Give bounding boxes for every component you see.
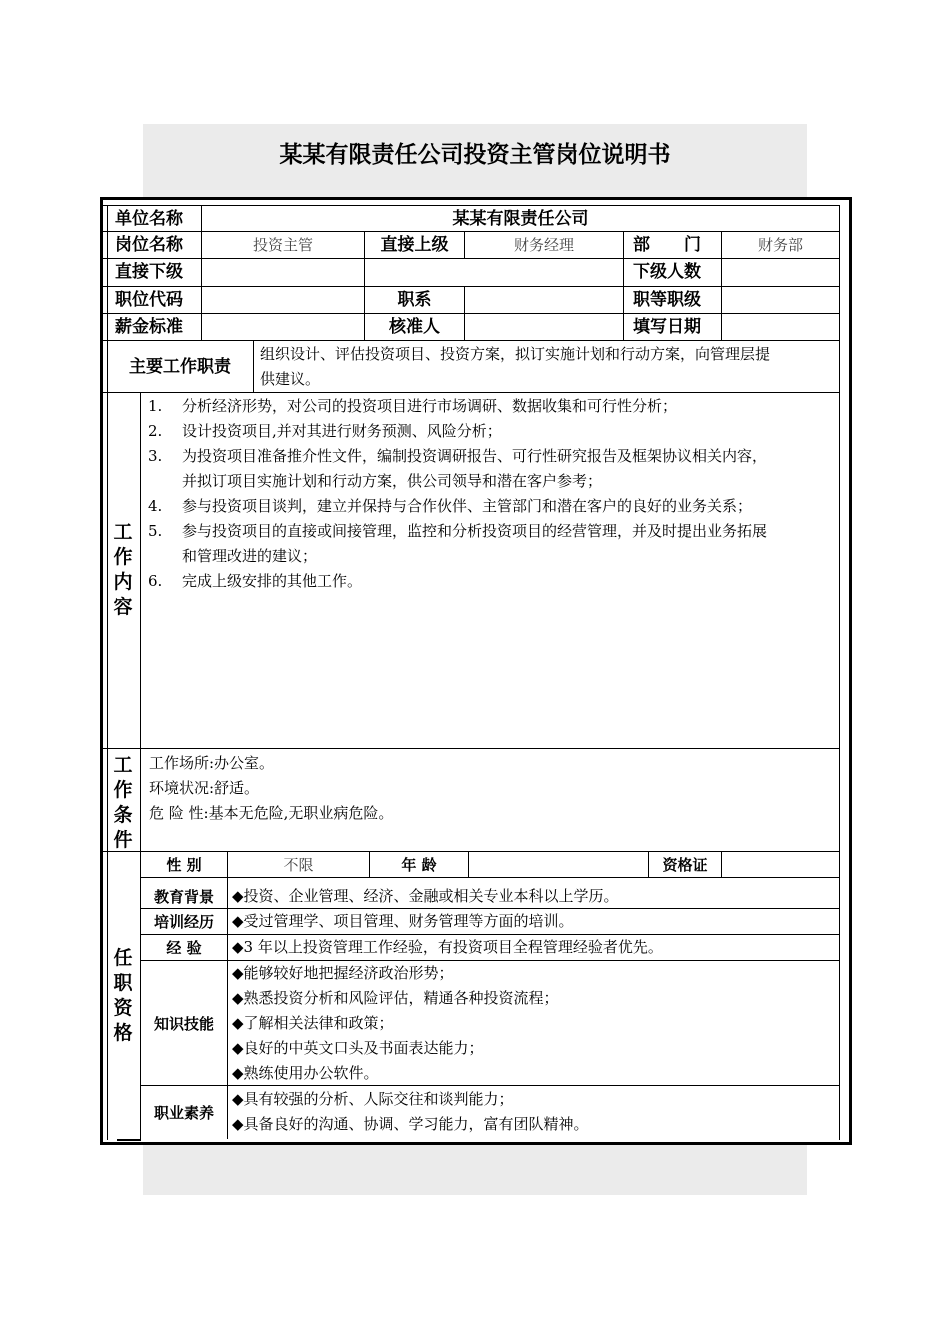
duty-item-line: 和管理改进的建议； [182,547,318,565]
direct-subordinate-label: 直接下级 [115,262,183,282]
salary-label: 薪金标准 [115,317,183,337]
experience-label: 经 验 [166,939,202,957]
knowledge-line: ◆熟练使用办公软件。 [232,1064,379,1082]
page-title: 某某有限责任公司投资主管岗位说明书 [279,142,671,168]
rule [117,1139,141,1141]
duty-number: 3. [148,447,163,465]
job-description-table [100,197,852,1145]
duty-item-line: 完成上级安排的其他工作。 [182,572,363,590]
approver-label: 核准人 [389,317,440,337]
main-duty-label: 主要工作职责 [129,357,231,377]
rule [839,205,840,1140]
gender-label: 性 别 [166,856,202,874]
condition-line: 危 险 性:基本无危险,无职业病危险。 [149,804,394,822]
duty-item-line: 并拟订项目实施计划和行动方案，供公司领导和潜在客户参考； [182,472,603,490]
duty-item-line: 为投资项目准备推介性文件，编制投资调研报告、可行性研究报告及框架协议相关内容， [182,447,768,465]
rule [623,231,624,340]
knowledge-line: ◆能够较好地把握经济政治形势； [232,964,454,982]
gender-value: 不限 [283,856,314,874]
department-value: 财务部 [757,236,803,254]
rule [464,286,465,340]
department-label: 部 门 [633,235,701,255]
rule [468,851,469,877]
rule [227,851,228,1139]
rule [103,340,839,341]
condition-line: 环境状况:舒适。 [149,779,260,797]
education-text: ◆投资、企业管理、经济、金融或相关专业本科以上学历。 [232,887,619,905]
experience-text: ◆3 年以上投资管理工作经验，有投资项目全程管理经验者优先。 [232,938,663,956]
rule [253,340,254,392]
duty-number: 6. [148,572,163,590]
rule [103,313,839,314]
knowledge-label: 知识技能 [153,1015,214,1033]
knowledge-line: ◆良好的中英文口头及书面表达能力； [232,1039,484,1057]
duty-number: 5. [148,522,163,540]
quality-line: ◆具有较强的分析、人际交往和谈判能力； [232,1090,514,1108]
work-content-label: 工作内容 [113,521,133,618]
position-name-label: 岗位名称 [115,235,183,255]
direct-superior-value: 财务经理 [513,236,574,254]
duty-number: 2. [148,422,163,440]
grade-label: 职等职级 [633,290,701,310]
training-label: 培训经历 [153,913,214,931]
education-label: 教育背景 [153,888,214,906]
duty-item-line: 参与投资项目的直接或间接管理，监控和分析投资项目的经营管理，并及时提出业务拓展 [182,522,768,540]
rule [103,392,839,393]
condition-line: 工作场所:办公室。 [149,754,275,772]
footer-shade [143,1145,807,1195]
rule [103,286,839,287]
knowledge-line: ◆熟悉投资分析和风险评估，精通各种投资流程； [232,989,559,1007]
work-conditions-label: 工作条件 [113,754,133,851]
knowledge-line: ◆了解相关法律和政策； [232,1014,394,1032]
direct-superior-label: 直接上级 [380,235,449,255]
quality-label: 职业素养 [153,1104,214,1122]
training-text: ◆受过管理学、项目管理、财务管理等方面的培训。 [232,912,574,930]
main-duty-text-line-2: 供建议。 [260,370,321,388]
age-label: 年 龄 [401,856,437,874]
fill-date-label: 填写日期 [633,317,701,337]
quality-line: ◆具备良好的沟通、协调、学习能力，富有团队精神。 [232,1115,589,1133]
rule [721,851,722,877]
duty-item-line: 设计投资项目,并对其进行财务预测、风险分析； [182,422,502,440]
certificate-label: 资格证 [662,856,708,874]
unit-name-value: 某某有限责任公司 [452,209,589,229]
duty-number: 1. [148,397,163,415]
duty-item-line: 分析经济形势，对公司的投资项目进行市场调研、数据收集和可行性分析； [182,397,678,415]
position-name-value: 投资主管 [252,236,313,254]
rule [107,205,108,1140]
subordinate-count-label: 下级人数 [633,262,701,282]
duty-item-line: 参与投资项目谈判，建立并保持与合作伙伴、主管部门和潜在客户的良好的业务关系； [182,497,753,515]
qualifications-label: 任职资格 [113,947,133,1044]
unit-name-label: 单位名称 [115,209,183,229]
main-duty-text-line-1: 组织设计、评估投资项目、投资方案，拟订实施计划和行动方案，向管理层提 [260,345,771,363]
rule [103,258,839,259]
duty-number: 4. [148,497,163,515]
position-code-label: 职位代码 [115,290,183,310]
rule [103,748,839,749]
job-family-label: 职系 [397,290,432,310]
